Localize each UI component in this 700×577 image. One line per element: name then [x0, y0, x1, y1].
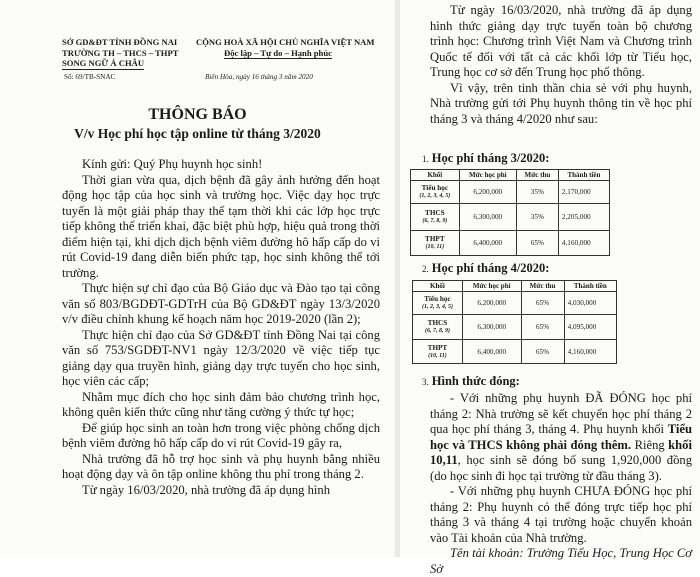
fee-cell: 6,200,000 — [459, 181, 516, 204]
account-name-line: Tên tài khoản: Trường Tiểu Học, Trung Học Cơ Sở — [430, 546, 692, 576]
fee-cell: 6,200,000 — [462, 292, 521, 315]
level-cell — [413, 315, 463, 340]
section-number: 1. — [422, 154, 429, 164]
fee-cell: 6,400,000 — [462, 340, 521, 364]
rate-cell: 65% — [521, 292, 564, 315]
level-name: Tiểu học — [424, 295, 451, 303]
fee-cell: 6,400,000 — [459, 231, 516, 256]
column-header: Mức thu — [521, 281, 564, 292]
payment-text: Riêng — [631, 437, 669, 452]
motto: Độc lập – Tự do – Hạnh phúc — [224, 47, 332, 58]
paragraph: Nhằm mục đích cho học sinh đảm bảo chương trình học, không quên kiến thức cũng như tăng cường ý thức tự học; — [62, 389, 380, 419]
column-header: Thành tiền — [558, 170, 609, 181]
column-header: Thành tiền — [564, 281, 616, 292]
table-row — [413, 292, 617, 315]
paragraph: Vì vậy, trên tinh thần chia sẻ với phụ huynh, Nhà trường gửi tới Phụ huynh thông tin về học phí tháng 3 và tháng 4/2020 như sau: — [430, 80, 692, 126]
paragraph: Để giúp học sinh an toàn hơn trong việc phòng chống dịch bệnh viêm đường hô hấp cấp do vi rút Covid-19 gây ra, — [62, 420, 380, 450]
school-name-line1: TRƯỜNG TH – THCS – THPT — [62, 47, 179, 58]
total-cell: 2,170,000 — [558, 181, 609, 204]
table-header-row — [411, 170, 610, 181]
paragraph: Thời gian vừa qua, dịch bệnh đã gây ảnh hưởng đến hoạt động học tập của học sinh và trường học. Việc dạy học trực tuyến là một giải pháp thay thế tạm thời khi các lớp học trực tiếp không thể triển khai, đặc biệt phù hợp, hiệu quả trong thời điểm hiện tại, khi dịch dịch bệnh viêm đường hô hấp cấp do vi rút Covid-19 đang diễn biến phức tạp, học sinh không thể tới trường. — [62, 172, 380, 280]
paragraph: Nhà trường đã hỗ trợ học sinh và phụ huynh bằng nhiều hoạt động dạy và ôn tập online không thu phí trong tháng 2. — [62, 451, 380, 481]
column-header: Mức học phí — [459, 170, 516, 181]
section-title: Hình thức đóng: — [431, 374, 520, 388]
table-row — [413, 340, 617, 364]
place-date: Biên Hòa, ngày 16 tháng 3 năm 2020 — [205, 73, 313, 81]
section-number: 3. — [422, 377, 429, 387]
document-subtitle: V/v Học phí học tập online từ tháng 3/2020 — [74, 126, 321, 141]
column-header: Mức thu — [516, 170, 558, 181]
paragraph: Thực hiện sự chỉ đạo của Bộ Giáo dục và Đào tạo tại công văn số 803/BGDĐT-GDTrH của Bộ GD&ĐT ngày 13/3/2020 v/v điều chỉnh khung kế hoạch năm học 2019-2020 (lần 2); — [62, 281, 380, 326]
level-grades: (1, 2, 3, 4, 5) — [419, 193, 451, 199]
level-cell — [411, 231, 460, 256]
total-cell: 4,160,000 — [558, 231, 609, 256]
fee-table-march — [410, 169, 610, 256]
section-heading-payment — [422, 374, 520, 389]
section-heading-march — [422, 151, 549, 166]
fee-table-april — [412, 280, 617, 364]
table-header-row — [413, 281, 617, 292]
level-name: Tiểu học — [421, 184, 449, 192]
table-row — [411, 181, 610, 204]
column-header: Mức học phí — [462, 281, 521, 292]
level-name: THPT — [425, 235, 445, 243]
republic-name: CỘNG HOÀ XÃ HỘI CHỦ NGHĨA VIỆT NAM — [196, 37, 375, 47]
level-cell — [411, 204, 460, 231]
payment-paid-paragraph — [430, 391, 692, 484]
rate-cell: 35% — [516, 204, 558, 231]
table-row — [411, 204, 610, 231]
level-cell — [411, 181, 460, 204]
level-grades: (10, 11) — [425, 244, 445, 250]
national-header — [196, 37, 396, 59]
level-grades: (6, 7, 8, 9) — [424, 328, 450, 334]
salutation: Kính gửi: Quý Phụ huynh học sinh! — [82, 157, 263, 171]
school-name-line2: SONG NGỮ Á CHÂU — [62, 58, 145, 68]
rate-cell: 35% — [516, 181, 558, 204]
payment-unpaid-paragraph: - Với những phụ huynh CHƯA ĐÓNG học phí tháng 2: Phụ huynh có thể đóng trực tiếp học phí tháng 3 và tháng 4 tại trường hoặc chuyển khoản vào Tài khoản của Nhà trường. — [430, 484, 692, 545]
level-cell — [413, 292, 463, 315]
fee-cell: 6,300,000 — [459, 204, 516, 231]
rate-cell: 65% — [516, 231, 558, 256]
document-number: Số: 69/TB-SNAC — [64, 73, 116, 81]
total-cell: 2,205,000 — [558, 204, 609, 231]
paragraph: Từ ngày 16/03/2020, nhà trường đã áp dụng hình — [82, 482, 331, 497]
table-row — [413, 315, 617, 340]
paragraph: Thực hiện chỉ đạo của Sở GD&ĐT tỉnh Đồng Nai tại công văn số 753/SGDĐT-NV1 ngày 12/3/2020 về việc tiếp tục giảng dạy qua truyền hình, giảng dạy trực tuyến cho học sinh, học viên các cấp; — [62, 327, 380, 388]
fee-cell: 6,300,000 — [462, 315, 521, 340]
level-name: THPT — [427, 343, 448, 352]
section-title: Học phí tháng 3/2020: — [431, 151, 550, 165]
level-grades: (1, 2, 3, 4, 5) — [421, 304, 453, 310]
department-name: SỞ GD&ĐT TỈNH ĐỒNG NAI — [62, 37, 178, 47]
total-cell: 4,095,000 — [564, 315, 616, 340]
payment-bold: khối 10,11 — [430, 437, 692, 467]
payment-text: , học sinh sẽ đóng bổ sung 1,920,000 đồng (do học sinh đi học tại trường từ đầu tháng 3). — [430, 453, 692, 483]
column-header: Khối — [413, 281, 463, 292]
payment-bold: Tiểu học và THCS không phải đóng thêm. — [430, 422, 692, 452]
total-cell: 4,160,000 — [564, 340, 616, 364]
payment-text: - Với những phụ huynh ĐÃ ĐÓNG học phí tháng 2: Nhà trường sẽ kết chuyển học phí tháng 2 qua học phí tháng 3, tháng 4. Phụ huynh khối — [430, 391, 692, 436]
section-number: 2. — [422, 264, 429, 274]
rate-cell: 65% — [521, 315, 564, 340]
total-cell: 4,030,000 — [564, 292, 616, 315]
level-name: THCS — [425, 209, 445, 217]
left-body — [62, 157, 380, 498]
paragraph: Từ ngày 16/03/2020, nhà trường đã áp dụng hình thức giảng dạy trực tuyến toàn bộ chương trình học: Chương trình Việt Nam và Chương trình Quốc tế đối với tất cả các khối lớp từ Tiểu học, Trung học cơ sở đến Trung học phổ thông. — [430, 3, 692, 79]
payment-body — [430, 391, 692, 577]
right-intro — [430, 3, 692, 127]
rate-cell: 65% — [521, 340, 564, 364]
right-page — [400, 0, 700, 576]
table-row — [411, 231, 610, 256]
document-title: THÔNG BÁO — [148, 106, 247, 123]
column-header: Khối — [411, 170, 460, 181]
school-header — [62, 37, 202, 70]
level-grades: (10, 11) — [428, 352, 447, 359]
level-name: THCS — [427, 319, 448, 327]
level-grades: (6, 7, 8, 9) — [422, 218, 448, 224]
section-title: Học phí tháng 4/2020: — [431, 261, 550, 275]
level-cell — [413, 340, 463, 364]
section-heading-april — [422, 261, 549, 276]
